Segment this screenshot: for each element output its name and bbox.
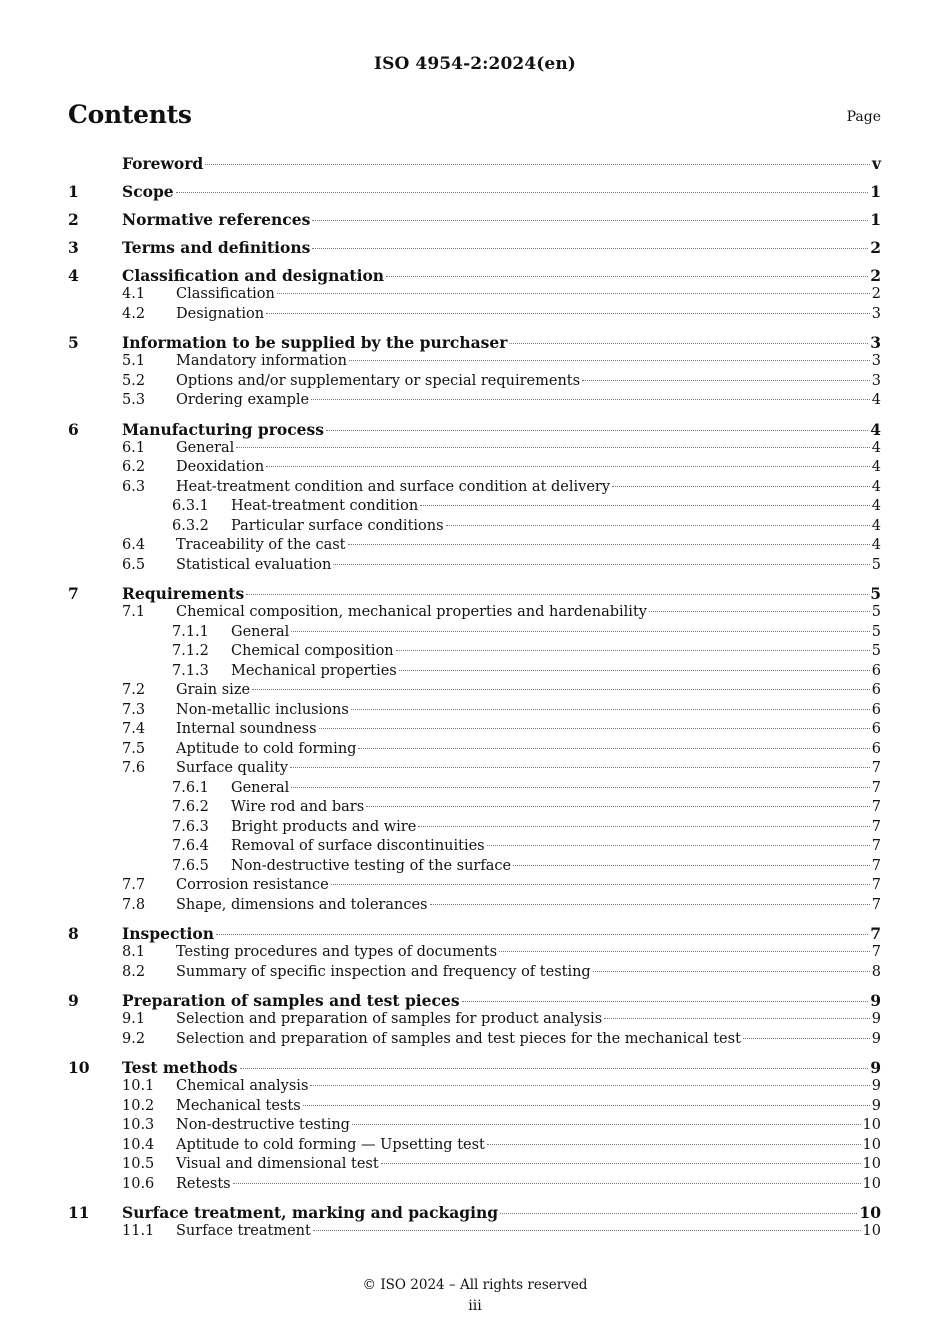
toc-entry-title: Bright products and wire	[231, 818, 417, 835]
toc-entry-page: 10	[862, 1117, 881, 1133]
dot-leader	[246, 594, 868, 595]
dot-leader	[351, 709, 870, 710]
document-id-header: ISO 4954-2:2024(en)	[374, 54, 576, 74]
toc-entry-title: Mechanical properties	[231, 662, 397, 679]
toc-entry-title: Normative references	[122, 210, 311, 229]
toc-entry-number: 7.6.2	[172, 799, 209, 815]
toc-entry[interactable]	[68, 154, 881, 173]
dot-leader	[176, 192, 869, 193]
toc-entry-number: 6.3.1	[172, 498, 209, 514]
dot-leader	[420, 505, 870, 506]
dot-leader	[399, 670, 870, 671]
dot-leader	[487, 1144, 861, 1145]
toc-entry-page: 6	[871, 721, 881, 737]
toc-entry[interactable]	[68, 642, 881, 662]
toc-entry-page: 6	[871, 740, 881, 757]
toc-entry[interactable]	[68, 818, 881, 838]
toc-entry-title: Chemical analysis	[176, 1078, 309, 1094]
toc-entry-number: 10.3	[122, 1117, 155, 1133]
toc-entry-number: 2	[68, 210, 79, 229]
toc-entry-page: 4	[871, 459, 881, 475]
toc-entry-number: 9	[68, 991, 79, 1010]
toc-entry-number: 9.1	[122, 1011, 146, 1027]
toc-entry[interactable]	[68, 1222, 881, 1242]
toc-entry-number: 11	[68, 1203, 90, 1222]
dot-leader	[500, 1213, 857, 1214]
toc-entry-number: 5.1	[122, 353, 146, 369]
dot-leader	[462, 1001, 869, 1002]
toc-entry[interactable]	[68, 740, 881, 760]
toc-entry-title: Summary of specific inspection and frequency of testing	[176, 963, 591, 980]
toc-entry[interactable]	[68, 963, 881, 983]
toc-entry[interactable]	[68, 991, 881, 1010]
dot-leader	[499, 951, 870, 952]
toc-entry-title: Grain size	[176, 682, 251, 698]
toc-entry-number: 11.1	[122, 1223, 155, 1239]
toc-entry-number: 6.2	[122, 459, 146, 475]
toc-entry-title: General	[231, 623, 290, 640]
toc-entry-title: Surface quality	[176, 760, 289, 776]
toc-entry[interactable]	[68, 182, 881, 201]
copyright-footer: © ISO 2024 – All rights reserved	[362, 1277, 588, 1293]
toc-entry-title: Mechanical tests	[176, 1097, 301, 1114]
toc-entry-title: Mandatory information	[176, 353, 347, 369]
dot-leader	[604, 1018, 870, 1019]
toc-entry-number: 7.8	[122, 896, 146, 913]
toc-entry[interactable]	[68, 662, 881, 682]
toc-entry[interactable]	[68, 603, 881, 623]
dot-leader	[312, 248, 868, 249]
toc-entry-page: 9	[871, 1097, 881, 1114]
dot-leader	[236, 447, 869, 448]
toc-entry[interactable]	[68, 372, 881, 392]
toc-entry[interactable]	[68, 924, 881, 943]
toc-entry[interactable]	[68, 798, 881, 818]
toc-entry-number: 10.4	[122, 1136, 155, 1153]
toc-entry[interactable]	[68, 497, 881, 517]
toc-entry-number: 7.7	[122, 877, 146, 893]
toc-entry-number: 4.1	[122, 286, 146, 302]
toc-entry-title: Inspection	[122, 924, 215, 943]
toc-entry-number: 7.1	[122, 604, 146, 620]
toc-entry-number: 7.3	[122, 701, 146, 718]
toc-entry-number: 6.4	[122, 537, 146, 553]
toc-entry-page: 5	[870, 584, 881, 603]
toc-entry-number: 1	[68, 182, 79, 201]
dot-leader	[487, 845, 870, 846]
toc-entry-number: 9.2	[122, 1030, 146, 1047]
toc-entry[interactable]	[68, 352, 881, 372]
toc-entry[interactable]	[68, 1136, 881, 1156]
toc-entry-page: 5	[871, 556, 881, 573]
toc-entry-page: 4	[871, 517, 881, 534]
dot-leader	[331, 884, 870, 885]
toc-entry-page: 9	[871, 1078, 881, 1094]
toc-entry-title: Visual and dimensional test	[176, 1156, 379, 1172]
toc-entry-page: 8	[871, 963, 881, 980]
toc-entry-title: Requirements	[122, 584, 245, 603]
toc-entry-title: Test methods	[122, 1058, 238, 1077]
toc-entry-number: 7.6.4	[172, 838, 209, 854]
toc-entry-number: 7.1.3	[172, 662, 209, 679]
toc-entry-page: 5	[871, 643, 881, 659]
toc-entry-page: 2	[870, 266, 881, 285]
toc-entry-number: 8.1	[122, 944, 146, 960]
toc-entry-number: 7.2	[122, 682, 146, 698]
toc-entry-title: Selection and preparation of samples for product analysis	[176, 1011, 603, 1027]
toc-entry[interactable]	[68, 458, 881, 478]
dot-leader	[649, 611, 870, 612]
toc-entry-number: 7	[68, 584, 79, 603]
toc-entry[interactable]	[68, 1077, 881, 1097]
toc-entry-page: 6	[871, 701, 881, 718]
toc-entry-title: Scope	[122, 182, 174, 201]
toc-entry-title: Non-destructive testing of the surface	[231, 857, 512, 874]
toc-entry[interactable]	[68, 857, 881, 877]
toc-entry-page: 5	[871, 623, 881, 640]
toc-entry-title: Chemical composition, mechanical properties and hardenability	[176, 604, 647, 620]
toc-entry-title: Testing procedures and types of documents	[176, 944, 498, 960]
toc-entry-number: 6	[68, 419, 79, 439]
toc-entry[interactable]	[68, 720, 881, 740]
toc-entry[interactable]	[68, 1097, 881, 1117]
toc-entry[interactable]	[68, 536, 881, 556]
toc-entry-page: 6	[871, 682, 881, 698]
page-title: Contents	[68, 100, 192, 129]
toc-entry-title: Selection and preparation of samples and test pieces for the mechanical test	[176, 1030, 741, 1047]
toc-entry[interactable]	[68, 1010, 881, 1030]
toc-entry-title: Ordering example	[176, 392, 310, 408]
toc-entry-number: 8	[68, 924, 79, 943]
toc-entry-page: 4	[871, 439, 881, 456]
toc-entry-page: 7	[871, 818, 881, 835]
toc-entry[interactable]	[68, 681, 881, 701]
toc-entry-number: 3	[68, 238, 79, 257]
toc-entry-title: Deoxidation	[176, 459, 265, 475]
dot-leader	[312, 220, 868, 221]
toc-entry-title: Aptitude to cold forming	[176, 740, 357, 757]
dot-leader	[396, 650, 870, 651]
toc-entry[interactable]	[68, 1175, 881, 1195]
toc-entry[interactable]	[68, 1203, 881, 1222]
toc-entry-page: 10	[862, 1156, 881, 1172]
toc-entry-number: 7.6.1	[172, 779, 209, 796]
toc-entry-number: 7.6	[122, 760, 146, 776]
dot-leader	[326, 430, 868, 431]
toc-entry-page: 4	[871, 478, 881, 495]
toc-entry-title: Heat-treatment condition	[231, 498, 419, 514]
dot-leader	[509, 343, 868, 344]
toc-entry[interactable]	[68, 1116, 881, 1136]
toc-entry-number: 10.6	[122, 1175, 155, 1192]
dot-leader	[252, 689, 870, 690]
dot-leader	[333, 564, 869, 565]
toc-entry-page: 7	[871, 877, 881, 893]
toc-entry-page: 1	[870, 182, 881, 201]
toc-entry-number: 5.2	[122, 372, 146, 389]
dot-leader	[348, 544, 870, 545]
toc-entry-number: 7.6.5	[172, 857, 209, 874]
toc-entry-page: 7	[871, 944, 881, 960]
toc-entry-title: Particular surface conditions	[231, 517, 444, 534]
toc-entry-number: 8.2	[122, 963, 146, 980]
toc-entry-title: Chemical composition	[231, 643, 394, 659]
toc-entry-page: 4	[871, 537, 881, 553]
dot-leader	[593, 971, 870, 972]
toc-entry[interactable]	[68, 837, 881, 857]
toc-entry-number: 7.1.1	[172, 623, 209, 640]
dot-leader	[291, 631, 869, 632]
toc-entry-title: Removal of surface discontinuities	[231, 838, 485, 854]
toc-entry[interactable]	[68, 517, 881, 537]
toc-entry-number: 5	[68, 333, 79, 352]
dot-leader	[386, 276, 868, 277]
toc-entry-page: 7	[871, 799, 881, 815]
dot-leader	[290, 767, 870, 768]
dot-leader	[743, 1038, 870, 1039]
toc-entry[interactable]	[68, 210, 881, 229]
toc-entry-number: 7.4	[122, 721, 146, 737]
toc-entry[interactable]	[68, 420, 881, 439]
toc-entry-number: 6.3.2	[172, 517, 209, 534]
toc-entry[interactable]	[68, 584, 881, 603]
dot-leader	[381, 1163, 861, 1164]
toc-entry[interactable]	[68, 759, 881, 779]
toc-entry-title: Shape, dimensions and tolerances	[176, 896, 428, 913]
toc-entry[interactable]	[68, 943, 881, 963]
toc-entry-number: 7.5	[122, 740, 146, 757]
toc-entry-page: 7	[871, 779, 881, 796]
dot-leader	[303, 1105, 870, 1106]
toc-entry-page: 7	[871, 838, 881, 854]
dot-leader	[349, 360, 870, 361]
page-number: iii	[468, 1298, 482, 1314]
toc-entry-page: 1	[870, 210, 881, 229]
toc-entry[interactable]	[68, 439, 881, 459]
toc-entry-number: 4	[68, 266, 79, 285]
toc-entry[interactable]	[68, 391, 881, 411]
dot-leader	[266, 466, 870, 467]
toc-entry-number: 10.1	[122, 1078, 155, 1094]
toc-entry[interactable]	[68, 1030, 881, 1050]
toc-entry[interactable]	[68, 779, 881, 799]
toc-entry-page: 9	[870, 991, 881, 1010]
toc-entry-page: 9	[871, 1030, 881, 1047]
dot-leader	[205, 164, 870, 165]
toc-entry-number: 4.2	[122, 305, 146, 322]
toc-entry-number: 10	[68, 1058, 90, 1077]
toc-entry[interactable]	[68, 876, 881, 896]
toc-entry-title: Aptitude to cold forming — Upsetting test	[176, 1136, 485, 1153]
toc-entry-page: 10	[862, 1223, 881, 1239]
dot-leader	[612, 486, 870, 487]
toc-entry[interactable]	[68, 1155, 881, 1175]
toc-entry-title: Non-metallic inclusions	[176, 701, 349, 718]
toc-entry-page: 7	[870, 924, 881, 943]
toc-entry-title: Information to be supplied by the purchaser	[122, 333, 508, 352]
toc-entry[interactable]	[68, 266, 881, 285]
toc-entry-number: 10.5	[122, 1156, 155, 1172]
toc-entry-number: 7.6.3	[172, 818, 209, 835]
toc-entry-page: 3	[871, 305, 881, 322]
dot-leader	[291, 787, 869, 788]
toc-entry-page: 10	[862, 1175, 881, 1192]
toc-entry[interactable]	[68, 896, 881, 916]
toc-entry-title: Terms and definitions	[122, 238, 311, 257]
toc-entry-title: Classification and designation	[122, 266, 385, 285]
toc-entry[interactable]	[68, 1058, 881, 1077]
toc-entry-title: Preparation of samples and test pieces	[122, 991, 460, 1010]
dot-leader	[446, 525, 870, 526]
toc-entry-page: 3	[871, 372, 881, 389]
dot-leader	[310, 1085, 869, 1086]
dot-leader	[418, 826, 869, 827]
toc-entry-title: Options and/or supplementary or special requirements	[176, 372, 581, 389]
toc-entry-page: 10	[862, 1136, 881, 1153]
dot-leader	[277, 293, 870, 294]
dot-leader	[233, 1183, 861, 1184]
toc-entry-page: 4	[870, 419, 881, 439]
toc-entry[interactable]	[68, 305, 881, 325]
toc-entry-title: Heat-treatment condition and surface condition at delivery	[176, 478, 611, 495]
toc-entry-title: Classification	[176, 286, 275, 302]
toc-entry-page: 6	[871, 662, 881, 679]
toc-entry-page: 3	[870, 333, 881, 352]
toc-entry-title: Non-destructive testing	[176, 1117, 350, 1133]
toc-entry-title: Foreword	[122, 154, 204, 173]
toc-entry-title: Retests	[176, 1175, 231, 1192]
toc-entry-title: Wire rod and bars	[231, 799, 365, 815]
dot-leader	[582, 380, 870, 381]
toc-entry-title: Internal soundness	[176, 721, 317, 737]
toc-entry-page: 7	[871, 760, 881, 776]
dot-leader	[513, 865, 870, 866]
toc-entry[interactable]	[68, 285, 881, 305]
toc-entry[interactable]	[68, 238, 881, 257]
dot-leader	[240, 1068, 869, 1069]
toc-entry-number: 10.2	[122, 1097, 155, 1114]
toc-entry-page: 3	[871, 353, 881, 369]
dot-leader	[430, 904, 870, 905]
dot-leader	[216, 934, 868, 935]
toc-entry-number: 6.5	[122, 556, 146, 573]
toc-entry-page: 9	[871, 1011, 881, 1027]
toc-entry[interactable]	[68, 623, 881, 643]
dot-leader	[311, 399, 870, 400]
table-of-contents	[68, 154, 881, 1242]
toc-entry-page: 2	[871, 286, 881, 302]
toc-entry-title: Corrosion resistance	[176, 877, 329, 893]
toc-entry-page: 4	[871, 392, 881, 408]
toc-entry-title: General	[176, 439, 235, 456]
toc-entry-page: v	[871, 154, 881, 173]
toc-entry-title: Traceability of the cast	[176, 537, 346, 553]
dot-leader	[358, 748, 869, 749]
toc-entry-page: 5	[871, 604, 881, 620]
toc-entry-number: 6.1	[122, 439, 146, 456]
toc-entry-title: Statistical evaluation	[176, 556, 332, 573]
toc-entry[interactable]	[68, 556, 881, 576]
toc-entry-title: Designation	[176, 305, 265, 322]
dot-leader	[313, 1230, 861, 1231]
toc-entry-title: General	[231, 779, 290, 796]
toc-entry-title: Surface treatment, marking and packaging	[122, 1203, 499, 1222]
page-column-label: Page	[846, 109, 881, 125]
toc-entry-page: 2	[870, 238, 881, 257]
toc-entry-title: Surface treatment	[176, 1223, 311, 1239]
toc-entry[interactable]	[68, 701, 881, 721]
toc-entry-number: 7.1.2	[172, 643, 209, 659]
toc-entry[interactable]	[68, 478, 881, 498]
toc-entry-page: 7	[871, 857, 881, 874]
toc-entry-title: Manufacturing process	[122, 419, 324, 439]
toc-entry-page: 4	[871, 498, 881, 514]
toc-entry[interactable]	[68, 333, 881, 352]
toc-entry-number: 6.3	[122, 478, 146, 495]
dot-leader	[352, 1124, 861, 1125]
toc-entry-page: 9	[870, 1058, 881, 1077]
dot-leader	[266, 313, 870, 314]
toc-entry-page: 7	[871, 896, 881, 913]
toc-entry-number: 5.3	[122, 392, 146, 408]
toc-entry-page: 10	[859, 1203, 881, 1222]
dot-leader	[366, 806, 870, 807]
dot-leader	[319, 728, 870, 729]
